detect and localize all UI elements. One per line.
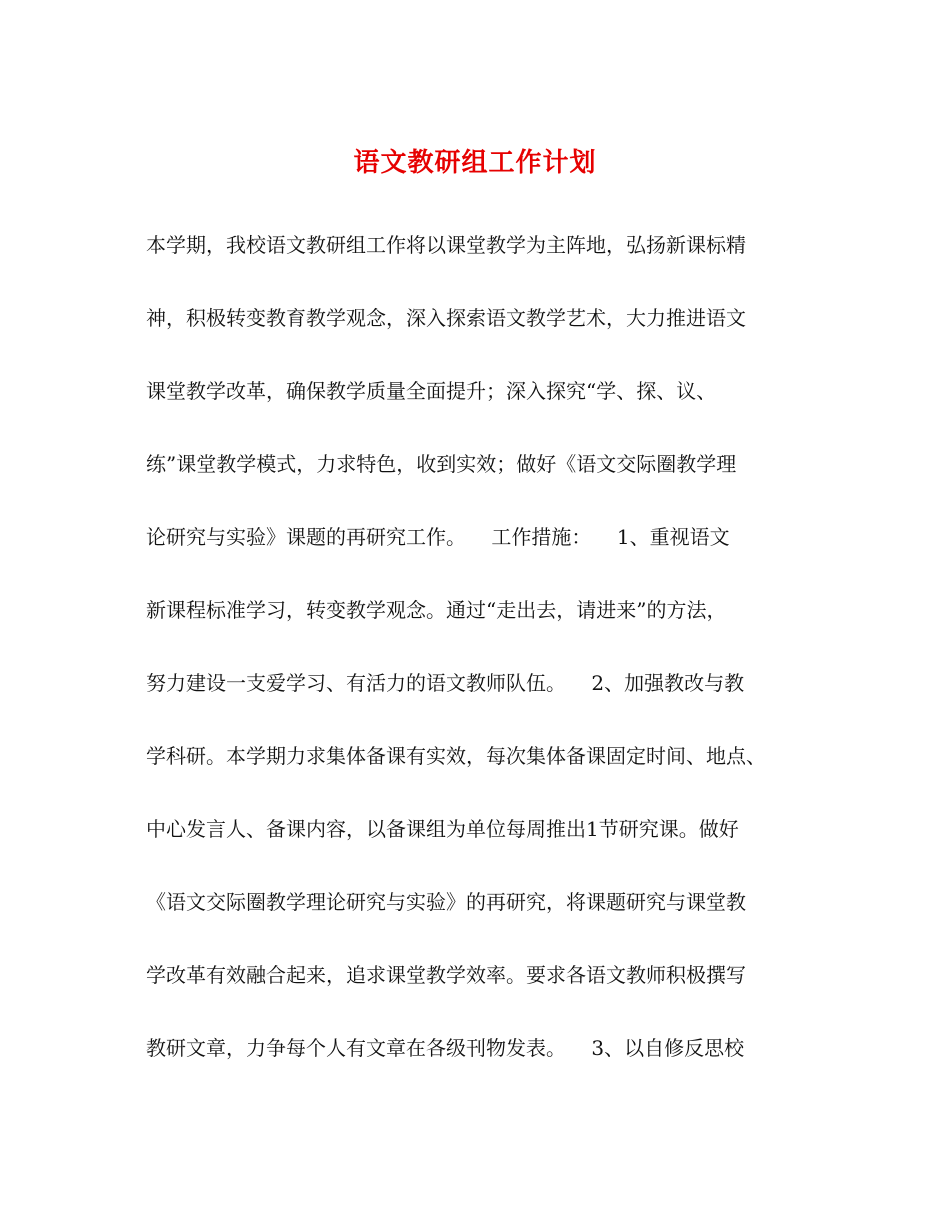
body-line: 论研究与实验》课题的再研究工作。 工作措施： 1、重视语文: [146, 525, 730, 549]
body-line: 中心发言人、备课内容，以备课组为单位每周推出1节研究课。做好: [146, 817, 739, 841]
body-line: 努力建设一支爱学习、有活力的语文教师队伍。 2、加强教改与教: [146, 671, 745, 695]
body-line: 练”课堂教学模式，力求特色，收到实效；做好《语文交际圈教学理: [146, 452, 737, 476]
body-line: 神，积极转变教育教学观念，深入探索语文教学艺术，大力推进语文: [146, 306, 746, 330]
body-line: 新课程标准学习，转变教学观念。通过“走出去，请进来”的方法，: [146, 598, 727, 622]
body-line: 本学期，我校语文教研组工作将以课堂教学为主阵地，弘扬新课标精: [146, 233, 746, 257]
body-line: 学科研。本学期力求集体备课有实效，每次集体备课固定时间、地点、: [146, 744, 766, 768]
body-line: 《语文交际圈教学理论研究与实验》的再研究，将课题研究与课堂教: [146, 890, 746, 914]
document-title: 语文教研组工作计划: [353, 148, 597, 178]
body-line: 教研文章，力争每个人有文章在各级刊物发表。 3、以自修反思校: [146, 1036, 745, 1060]
document-body: [146, 224, 826, 1100]
body-line: 课堂教学改革，确保教学质量全面提升；深入探究“学、探、议、: [146, 379, 717, 403]
body-line: 学改革有效融合起来，追求课堂教学效率。要求各语文教师积极撰写: [146, 963, 746, 987]
